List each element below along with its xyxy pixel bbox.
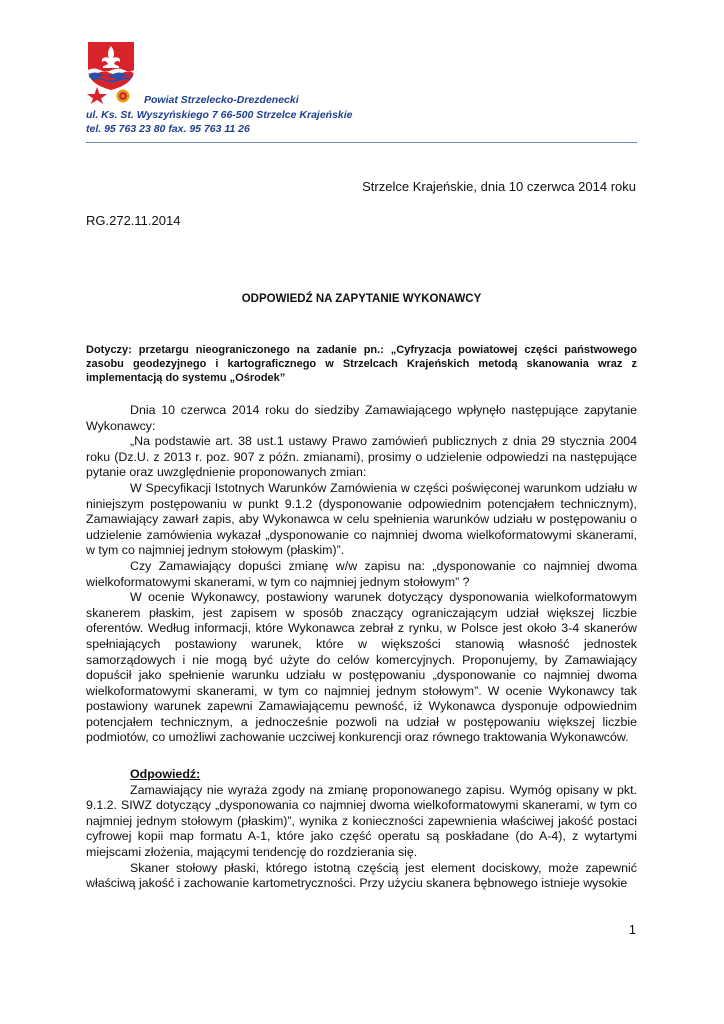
reference-number: RG.272.11.2014 — [86, 213, 181, 228]
letterhead — [86, 93, 646, 137]
body-paragraph: Czy Zamawiający dopuści zmianę w/w zapisu na: „dysponowanie co najmniej dwoma wielkoformatowymi skanerami, w tym co najmniej jednym stołowym” ? — [86, 558, 637, 589]
document-title: ODPOWIEDŹ NA ZAPYTANIE WYKONAWCY — [241, 293, 482, 305]
subject-line: Dotyczy: przetargu nieograniczonego na zadanie pn.: „Cyfryzacja powiatowej części państwowego zasobu geodezyjnego i kartograficznego w Strzelcach Krajeńskich metodą skanowania wraz z implementacją do systemu „Ośrodek” — [86, 344, 637, 384]
body-paragraph: „Na podstawie art. 38 ust.1 ustawy Prawo zamówień publicznych z dnia 29 stycznia 2004 roku (Dz.U. z 2013 r. poz. 907 z późn. zmianami), prosimy o udzielenie odpowiedzi na następujące pytanie oraz uwzględnienie proponowanych zmian: — [86, 434, 637, 480]
org-phone: tel. 95 763 23 80 fax. 95 763 11 26 — [86, 123, 250, 135]
answer-paragraph: Skaner stołowy płaski, którego istotną częścią jest element dociskowy, może zapewnić właściwą jakość i zachowanie kartometryczności. Przy użyciu skanera bębnowego istnieje wysokie — [86, 860, 637, 891]
org-address: ul. Ks. St. Wyszyńskiego 7 66-500 Strzelce Krajeńskie — [86, 108, 353, 121]
body-paragraph: W Specyfikacji Istotnych Warunków Zamówienia w części poświęconej warunkom udziału w niniejszym postępowaniu w punkt 9.1.2 (dysponowanie odpowiednim potencjałem technicznym), Zamawiający zawarł zapis, aby Wykonawca w celu spełnienia warunków udziału w postępowaniu o udzielenie zamówienia wykazał „dysponowanie co najmniej dwoma wielkoformatowymi skanerami, w tym co najmniej jednym stołowym (płaskim)”. — [86, 480, 637, 558]
letter-body — [86, 403, 637, 892]
page-number: 1 — [628, 922, 636, 937]
body-paragraph: Dnia 10 czerwca 2014 roku do siedziby Zamawiającego wpłynęło następujące zapytanie Wykonawcy: — [86, 403, 637, 433]
dateline: Strzelce Krajeńskie, dnia 10 czerwca 2014 roku — [362, 179, 636, 194]
answer-paragraph: Zamawiający nie wyraża zgody na zmianę proponowanego zapisu. Wymóg opisany w pkt. 9.1.2. SIWZ dotyczący „dysponowania co najmniej dwoma wielkoformatowymi skanerami, w tym co najmniej jednym stołowym (płaskim)”, wynika z konieczności zapewnienia właściwej jakość postaci cyfrowej kopii map formatu A-1, które jako część operatu są poskładane (do A-4), z wytartymi miejscami złożenia, mającymi tendencję do rozdzierania się. — [86, 782, 637, 860]
org-name: Powiat Strzelecko-Drezdenecki — [144, 94, 299, 106]
header-rule — [86, 142, 637, 143]
answer-heading: Odpowiedź: — [130, 767, 201, 782]
body-paragraph: W ocenie Wykonawcy, postawiony warunek dotyczący dysponowania wielkoformatowym skanerem płaskim, jest zapisem w sposób znaczący ograniczającym udział większej liczbie oferentów. Według informacji, które Wykonawca zebrał z rynku, w Polsce jest około 3-4 skanerów spełniających postawiony warunek, które w większości stanowią własność jednostek samorządowych i nie mogą być użyte do celów komercyjnych. Proponujemy, by Zamawiający dopuścił jako spełnienie warunku udziału w postępowaniu „dysponowanie co najmniej dwoma wielkoformatowymi skanerami, w tym co najmniej jednym stołowym”. W ocenie Wykonawcy tak postawiony warunek zapewni Zamawiającemu pewność, iż Wykonawca dysponuje odpowiednim potencjałem technicznym, a jednocześnie pozwoli na udział w postępowaniu większej liczbie podmiotów, co umożliwi zachowanie uczciwej konkurencji oraz równego traktowania Wykonawców. — [86, 590, 637, 745]
